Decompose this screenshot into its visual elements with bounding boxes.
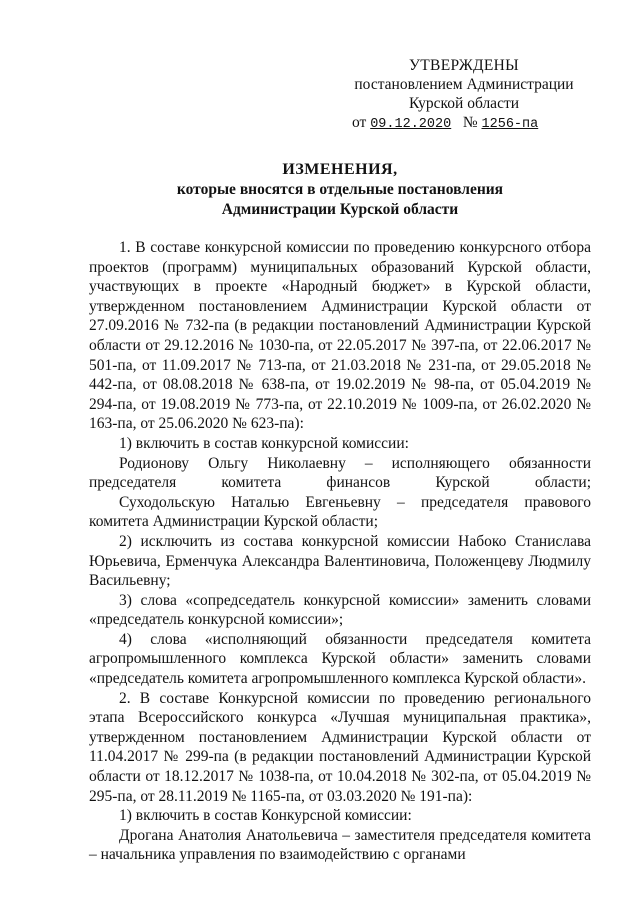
- document-body: [89, 238, 591, 865]
- paragraph-2: 1) включить в состав конкурсной комиссии:: [119, 434, 409, 452]
- document-subtitle-line2: Администрации Курской области: [221, 201, 459, 218]
- paragraph-6: 3) слова «сопредседатель конкурсной комиссии» заменить словами «председатель конкурсной комиссии»;: [89, 591, 591, 629]
- paragraph-3: Родионову Ольгу Николаевну – исполняющего обязанности председателя комитета финансов Курской области;: [89, 454, 591, 492]
- approval-region: Курской области: [408, 95, 520, 112]
- paragraph-9: 1) включить в состав Конкурсной комиссии:: [119, 807, 412, 825]
- paragraph-8: 2. В составе Конкурсной комиссии по проведению регионального этапа Всероссийского конкурса «Лучшая муниципальная практика», утвержденном постановлением Администрации Курской области от 11.04.2017 № 299-па (в редакции постановлений Администрации Курской области от 18.12.2017 № 1038-па, от 10.04.2018 № 302-па, от 05.04.2019 № 295-па, от 28.11.2019 № 1165-па, от 03.03.2020 № 191-па):: [89, 689, 591, 805]
- paragraph-10: Дрогана Анатолия Анатольевича – заместителя председателя комитета – начальника управления по взаимодействию с органами: [89, 826, 591, 864]
- number-prefix: №: [462, 114, 478, 131]
- approval-stamp: [330, 56, 598, 134]
- date-prefix: от: [352, 114, 367, 131]
- document-title: ИЗМЕНЕНИЯ,: [282, 161, 398, 178]
- paragraph-1: 1. В составе конкурсной комиссии по проведению конкурсного отбора проектов (программ) муниципальных образований Курской области, участвующих в проекте «Народный бюджет» в Курской области, утвержденном постановлением Администрации Курской области от 27.09.2016 № 732-па (в редакции постановлений Администрации Курской области от 29.12.2016 № 1030-па, от 22.05.2017 № 397-па, от 22.06.2017 № 501-па, от 11.09.2017 № 713-па, от 21.03.2018 № 231-па, от 29.05.2018 № 442-па, от 08.08.2018 № 638-па, от 19.02.2019 № 98-па, от 05.04.2019 № 294-па, от 19.08.2019 № 773-па, от 22.10.2019 № 1009-па, от 26.02.2020 № 163-па, от 25.06.2020 № 623-па):: [89, 239, 591, 433]
- paragraph-5: 2) исключить из состава конкурсной комиссии Набоко Станислава Юрьевича, Ерменчука Александра Валентиновича, Положенцеву Людмилу Васильевну;: [89, 532, 591, 590]
- paragraph-7: 4) слова «исполняющий обязанности председателя комитета агропромышленного комплекса Курской области» заменить словами «председатель комитета агропромышленного комплекса Курской области».: [89, 630, 591, 688]
- approval-date-line: [330, 113, 598, 134]
- approval-number: 1256-па: [481, 117, 539, 132]
- paragraph-4: Суходольскую Наталью Евгеньевну – председателя правового комитета Администрации Курской области;: [89, 493, 591, 531]
- approval-issuer: постановлением Администрации: [354, 76, 574, 93]
- approval-date: 09.12.2020: [370, 117, 452, 132]
- approval-title: УТВЕРЖДЕНЫ: [409, 57, 519, 74]
- document-subtitle-line1: которые вносятся в отдельные постановления: [176, 181, 504, 198]
- document-heading: [80, 160, 600, 220]
